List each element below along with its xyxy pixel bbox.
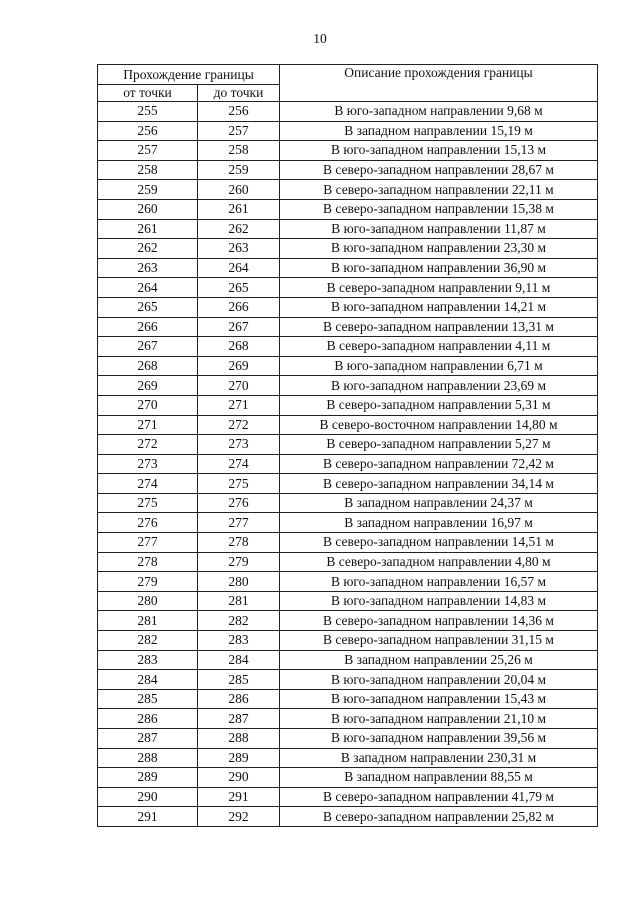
description-cell: В северо-западном направлении 34,14 м [280,474,598,494]
table-row [98,552,598,572]
table-row [98,160,598,180]
to-point-cell: 263 [198,239,280,259]
table-row [98,748,598,768]
description-cell: В северо-западном направлении 31,15 м [280,631,598,651]
from-point-cell: 291 [98,807,198,827]
to-point-cell: 277 [198,513,280,533]
description-cell: В юго-западном направлении 15,43 м [280,689,598,709]
to-point-cell: 278 [198,533,280,553]
table-row [98,670,598,690]
table-row [98,591,598,611]
to-point-cell: 261 [198,199,280,219]
table-row [98,513,598,533]
table-row [98,572,598,592]
from-point-cell: 271 [98,415,198,435]
description-cell: В юго-западном направлении 11,87 м [280,219,598,239]
from-point-cell: 279 [98,572,198,592]
to-point-cell: 274 [198,454,280,474]
from-point-header: от точки [98,85,198,102]
to-point-cell: 275 [198,474,280,494]
from-point-cell: 263 [98,258,198,278]
table-row [98,611,598,631]
from-point-cell: 264 [98,278,198,298]
description-cell: В юго-западном направлении 6,71 м [280,356,598,376]
from-point-cell: 259 [98,180,198,200]
from-point-cell: 289 [98,768,198,788]
table-row [98,435,598,455]
description-cell: В юго-западном направлении 39,56 м [280,729,598,749]
to-point-cell: 267 [198,317,280,337]
table-row [98,199,598,219]
from-point-cell: 277 [98,533,198,553]
from-point-cell: 275 [98,493,198,513]
table-row [98,689,598,709]
description-cell: В северо-западном направлении 14,51 м [280,533,598,553]
description-cell: В северо-западном направлении 5,31 м [280,395,598,415]
to-point-cell: 268 [198,337,280,357]
description-cell: В юго-западном направлении 23,30 м [280,239,598,259]
to-point-cell: 262 [198,219,280,239]
to-point-cell: 264 [198,258,280,278]
table-row [98,729,598,749]
table-row [98,493,598,513]
table-row [98,297,598,317]
description-cell: В юго-западном направлении 9,68 м [280,102,598,122]
table-row [98,631,598,651]
description-cell: В северо-западном направлении 14,36 м [280,611,598,631]
from-point-cell: 272 [98,435,198,455]
from-point-cell: 260 [98,199,198,219]
from-point-cell: 266 [98,317,198,337]
description-cell: В северо-западном направлении 4,80 м [280,552,598,572]
page-number: 10 [313,31,327,46]
table-row [98,121,598,141]
description-cell: В северо-западном направлении 13,31 м [280,317,598,337]
description-cell: В западном направлении 88,55 м [280,768,598,788]
from-point-cell: 276 [98,513,198,533]
description-cell: В северо-западном направлении 22,11 м [280,180,598,200]
table-body [98,102,598,827]
description-header: Описание прохождения границы [280,65,598,102]
description-cell: В юго-западном направлении 23,69 м [280,376,598,396]
from-point-cell: 256 [98,121,198,141]
to-point-header: до точки [198,85,280,102]
from-point-cell: 258 [98,160,198,180]
description-cell: В северо-западном направлении 25,82 м [280,807,598,827]
to-point-cell: 265 [198,278,280,298]
description-cell: В юго-западном направлении 16,57 м [280,572,598,592]
description-cell: В юго-западном направлении 21,10 м [280,709,598,729]
from-point-cell: 255 [98,102,198,122]
to-point-cell: 281 [198,591,280,611]
from-point-cell: 267 [98,337,198,357]
description-cell: В юго-западном направлении 14,21 м [280,297,598,317]
to-point-cell: 279 [198,552,280,572]
from-point-cell: 268 [98,356,198,376]
to-point-cell: 288 [198,729,280,749]
to-point-cell: 266 [198,297,280,317]
table-row [98,395,598,415]
table-row [98,415,598,435]
from-point-cell: 285 [98,689,198,709]
from-point-cell: 284 [98,670,198,690]
to-point-cell: 256 [198,102,280,122]
table-row [98,650,598,670]
table-row [98,474,598,494]
description-cell: В западном направлении 24,37 м [280,493,598,513]
passage-header: Прохождение границы [98,65,280,85]
to-point-cell: 285 [198,670,280,690]
to-point-cell: 282 [198,611,280,631]
to-point-cell: 283 [198,631,280,651]
description-cell: В северо-западном направлении 28,67 м [280,160,598,180]
description-cell: В северо-восточном направлении 14,80 м [280,415,598,435]
description-cell: В западном направлении 25,26 м [280,650,598,670]
to-point-cell: 272 [198,415,280,435]
table-row [98,768,598,788]
from-point-cell: 257 [98,141,198,161]
description-cell: В юго-западном направлении 20,04 м [280,670,598,690]
table-row [98,454,598,474]
table-row [98,219,598,239]
table-row [98,709,598,729]
to-point-cell: 289 [198,748,280,768]
table-row [98,102,598,122]
from-point-cell: 286 [98,709,198,729]
to-point-cell: 259 [198,160,280,180]
description-cell: В юго-западном направлении 14,83 м [280,591,598,611]
to-point-cell: 284 [198,650,280,670]
description-cell: В юго-западном направлении 36,90 м [280,258,598,278]
from-point-cell: 283 [98,650,198,670]
from-point-cell: 281 [98,611,198,631]
description-cell: В западном направлении 15,19 м [280,121,598,141]
from-point-cell: 288 [98,748,198,768]
to-point-cell: 269 [198,356,280,376]
description-cell: В северо-западном направлении 72,42 м [280,454,598,474]
from-point-cell: 278 [98,552,198,572]
to-point-cell: 287 [198,709,280,729]
boundary-table [97,64,598,827]
to-point-cell: 273 [198,435,280,455]
from-point-cell: 273 [98,454,198,474]
from-point-cell: 262 [98,239,198,259]
to-point-cell: 290 [198,768,280,788]
description-cell: В северо-западном направлении 41,79 м [280,787,598,807]
to-point-cell: 260 [198,180,280,200]
to-point-cell: 258 [198,141,280,161]
table-row [98,376,598,396]
description-cell: В западном направлении 230,31 м [280,748,598,768]
from-point-cell: 261 [98,219,198,239]
to-point-cell: 271 [198,395,280,415]
description-cell: В северо-западном направлении 9,11 м [280,278,598,298]
table-row [98,278,598,298]
from-point-cell: 269 [98,376,198,396]
from-point-cell: 290 [98,787,198,807]
description-cell: В северо-западном направлении 15,38 м [280,199,598,219]
from-point-cell: 280 [98,591,198,611]
table-row [98,337,598,357]
to-point-cell: 291 [198,787,280,807]
to-point-cell: 270 [198,376,280,396]
from-point-cell: 274 [98,474,198,494]
from-point-cell: 287 [98,729,198,749]
description-cell: В западном направлении 16,97 м [280,513,598,533]
to-point-cell: 280 [198,572,280,592]
description-cell: В юго-западном направлении 15,13 м [280,141,598,161]
to-point-cell: 286 [198,689,280,709]
from-point-cell: 282 [98,631,198,651]
table-row [98,258,598,278]
to-point-cell: 276 [198,493,280,513]
table-row [98,807,598,827]
table-row [98,180,598,200]
table-row [98,317,598,337]
table-row [98,141,598,161]
table-row [98,787,598,807]
from-point-cell: 265 [98,297,198,317]
to-point-cell: 292 [198,807,280,827]
description-cell: В северо-западном направлении 5,27 м [280,435,598,455]
table-row [98,356,598,376]
description-cell: В северо-западном направлении 4,11 м [280,337,598,357]
to-point-cell: 257 [198,121,280,141]
table-row [98,533,598,553]
table-row [98,239,598,259]
table-header [98,65,598,102]
from-point-cell: 270 [98,395,198,415]
